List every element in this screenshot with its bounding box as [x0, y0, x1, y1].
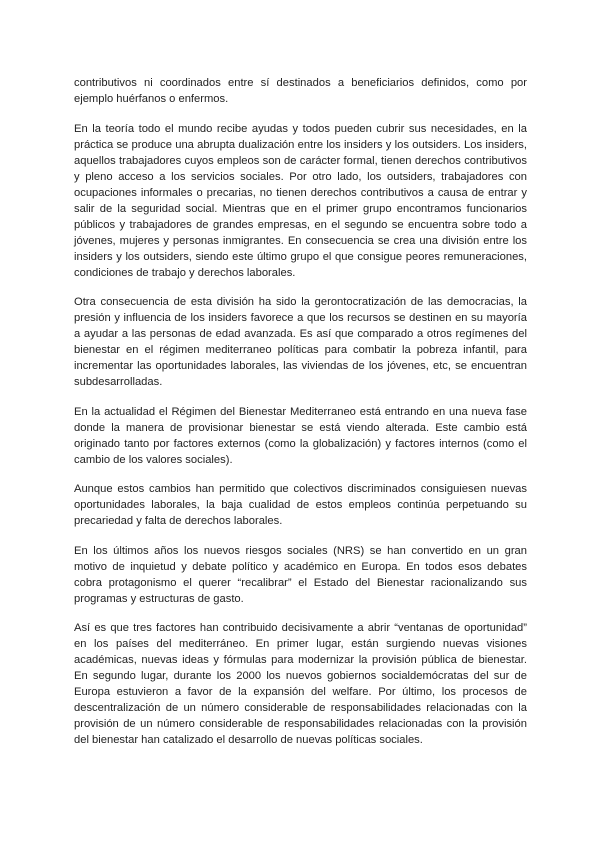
document-page [74, 75, 527, 762]
paragraph-insiders-outsiders: En la teoría todo el mundo recibe ayudas y todos pueden cubrir sus necesidades, en la práctica se produce una abrupta dualización entre los insiders y los outsiders. Los insiders, aquellos trabajadores cuyos empleos son de carácter formal, tienen derechos contributivos y pleno acceso a los servicios sociales. Por otro lado, los outsiders, trabajadores con ocupaciones informales o precarias, no tienen derechos contributivos a causa de entrar y salir de la seguridad social. Mientras que en el primer grupo encontramos funcionarios públicos y trabajadores de grandes empresas, en el segundo se encuentra sobre todo a jóvenes, mujeres y personas inmigrantes. En consecuencia se crea una división entre los insiders y los outsiders, siendo este último grupo el que consigue peores remuneraciones, condiciones de trabajo y derechos laborales. [74, 122, 527, 279]
paragraph-new-phase: En la actualidad el Régimen del Bienestar Mediterraneo está entrando en una nueva fase donde la manera de provisionar bienestar se está viendo alterada. Este cambio está originado tanto por factores externos (como la globalización) y factores internos (como el cambio de los valores sociales). [74, 405, 527, 466]
paragraph-gerontocratization: Otra consecuencia de esta división ha sido la gerontocratización de las democracias, la presión y influencia de los insiders favorece a que los recursos se destinen en su mayoría a ayudar a las personas de edad avanzada. Es así que comparado a otros regímenes del bienestar en el régimen mediterraneo políticas para combatir la pobreza infantil, para incrementar las oportunidades laborales, las viviendas de los jóvenes, etc, se encuentran subdesarrolladas. [74, 296, 527, 388]
paragraph-new-social-risks: En los últimos años los nuevos riesgos sociales (NRS) se han convertido en un gran motivo de inquietud y debate político y académico en Europa. En todos esos debates cobra protagonismo el querer “recalibrar” el Estado del Bienestar racionalizando sus programas y estructuras de gasto. [74, 544, 527, 605]
paragraph-windows-of-opportunity: Así es que tres factores han contribuido decisivamente a abrir “ventanas de oportunidad” en los países del mediterráneo. En primer lugar, están surgiendo nuevas visiones académicas, nuevas ideas y fórmulas para modernizar la provisión pública de bienestar. En segundo lugar, durante los 2000 los nuevos gobiernos socialdemócratas del sur de Europa estuvieron a favor de la expansión del welfare. Por último, los procesos de descentralización de un número considerable de responsabilidades relacionadas con la provisión de un número considerable de responsabilidades relacionadas con la provisión del bienestar han catalizado el desarrollo de nuevas políticas sociales. [74, 622, 527, 746]
paragraph-labor-opportunities: Aunque estos cambios han permitido que colectivos discriminados consiguiesen nuevas oportunidades laborales, la baja cualidad de estos empleos continúa perpetuando su precariedad y falta de derechos laborales. [74, 483, 527, 527]
paragraph-intro-continuation: contributivos ni coordinados entre sí destinados a beneficiarios definidos, como por ejemplo huérfanos o enfermos. [74, 77, 527, 105]
